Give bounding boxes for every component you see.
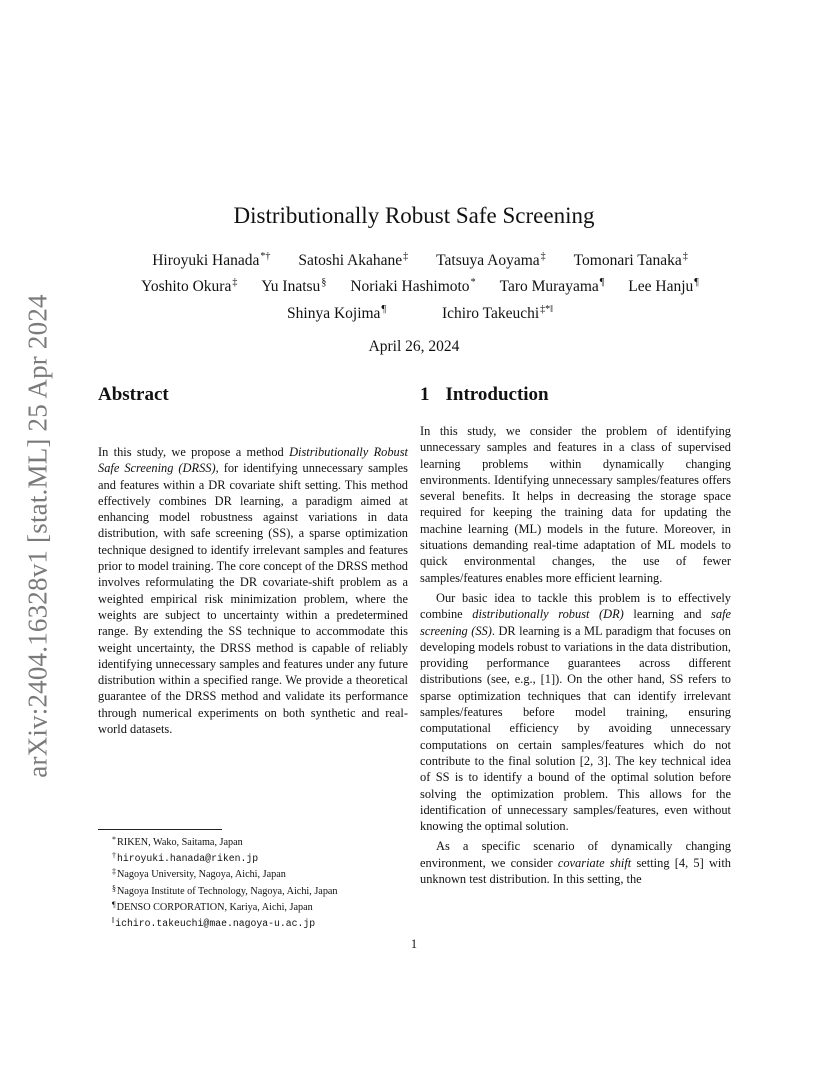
abstract-paragraph: In this study, we propose a method Distributionally Robust Safe Screening (DRSS), for identifying unnecessary samples and features within a DR covariate shift setting. This method effectively combines DR learning, a paradigm aimed at enhancing model robustness against variations in data distribution, with safe screening (SS), a sparse optimization technique designed to identify irrelevant samples and features prior to model training. The core concept of the DRSS method involves reformulating the DR covariate-shift problem as a weighted empirical risk minimization problem, where the weights are subject to uncertainty within a predetermined range. By extending the SS technique to accommodate this weight uncertainty, the DRSS method is capable of reliably identifying unnecessary samples and features under any future distribution within a specified range. We provide a theoretical guarantee of the DRSS method and validate its performance through numerical experiments on both synthetic and real-world datasets. [98, 445, 408, 737]
footnotes [112, 833, 338, 930]
author-row-1 [90, 251, 750, 270]
author: Tatsuya Aoyama‡ [436, 251, 546, 269]
footnote: ‡Nagoya University, Nagoya, Aichi, Japan [112, 867, 286, 881]
author: Yoshito Okura‡ [141, 277, 238, 295]
publication-date: April 26, 2024 [368, 338, 460, 355]
page-number: 1 [410, 937, 418, 951]
introduction-heading: 1 Introduction [420, 384, 549, 405]
intro-paragraph: In this study, we consider the problem of identifying unnecessary samples and features in a class of supervised learning problems within dynamically changing environments. Identifying unnecessary samples/features offers several benefits. It helps in decreasing the storage space required for keeping the training data for updating the machine learning (ML) models in the future. Moreover, in situations demanding real-time adaptation of ML models to quick environmental changes, the use of fewer samples/features enables more efficient learning. [420, 424, 731, 585]
intro-paragraph: Our basic idea to tackle this problem is to effectively combine distributionally robust (DR) learning and safe screening (SS). DR learning is a ML paradigm that focuses on developing models robust to variations in the data distribution, providing performance guarantees across different distributions (see, e.g., [1]). On the other hand, SS refers to sparse optimization techniques that can identify irrelevant samples/features before model training, ensuring computational efficiency by avoiding unnecessary computations on certain samples/features which do not contribute to the final solution [2, 3]. The key technical idea of SS is to identify a bound of the optimal solution before solving the optimization problem. This allows for the identification of unnecessary samples/features, even without knowing the optimal solution. [420, 590, 732, 834]
author: Noriaki Hashimoto* [350, 277, 476, 295]
author: Tomonari Tanaka‡ [573, 251, 688, 269]
footnote-email[interactable]: †hiroyuki.hanada@riken.jp [112, 851, 259, 865]
author: Ichiro Takeuchi‡*‖ [441, 304, 553, 322]
author: Satoshi Akahane‡ [298, 251, 409, 269]
intro-paragraph: As a specific scenario of dynamically changing environment, we consider covariate shift setting [4, 5] with unknown test distribution. In this setting, the [420, 839, 731, 887]
author: Lee Hanju¶ [628, 277, 699, 295]
abstract-body [98, 444, 408, 737]
author: Hiroyuki Hanada*† [152, 251, 271, 269]
footnote: §Nagoya Institute of Technology, Nagoya, Aichi, Japan [112, 883, 338, 897]
abstract-heading: Abstract [98, 384, 169, 405]
paper-title: Distributionally Robust Safe Screening [233, 203, 595, 228]
author-row-2 [90, 277, 750, 296]
author-row-3 [90, 304, 750, 323]
author: Yu Inatsu§ [261, 277, 327, 295]
introduction-body [420, 423, 731, 887]
author: Taro Murayama¶ [499, 277, 605, 295]
author: Shinya Kojima¶ [287, 304, 386, 322]
footnote: ¶DENSO CORPORATION, Kariya, Aichi, Japan [112, 899, 313, 913]
footnote: *RIKEN, Wako, Saitama, Japan [112, 835, 243, 848]
arxiv-identifier-stamp: arXiv:2404.16328v1 [stat.ML] 25 Apr 2024 [22, 294, 53, 778]
footnote-divider [98, 829, 222, 830]
footnote-email[interactable]: ‖ichiro.takeuchi@mae.nagoya-u.ac.jp [112, 916, 316, 930]
